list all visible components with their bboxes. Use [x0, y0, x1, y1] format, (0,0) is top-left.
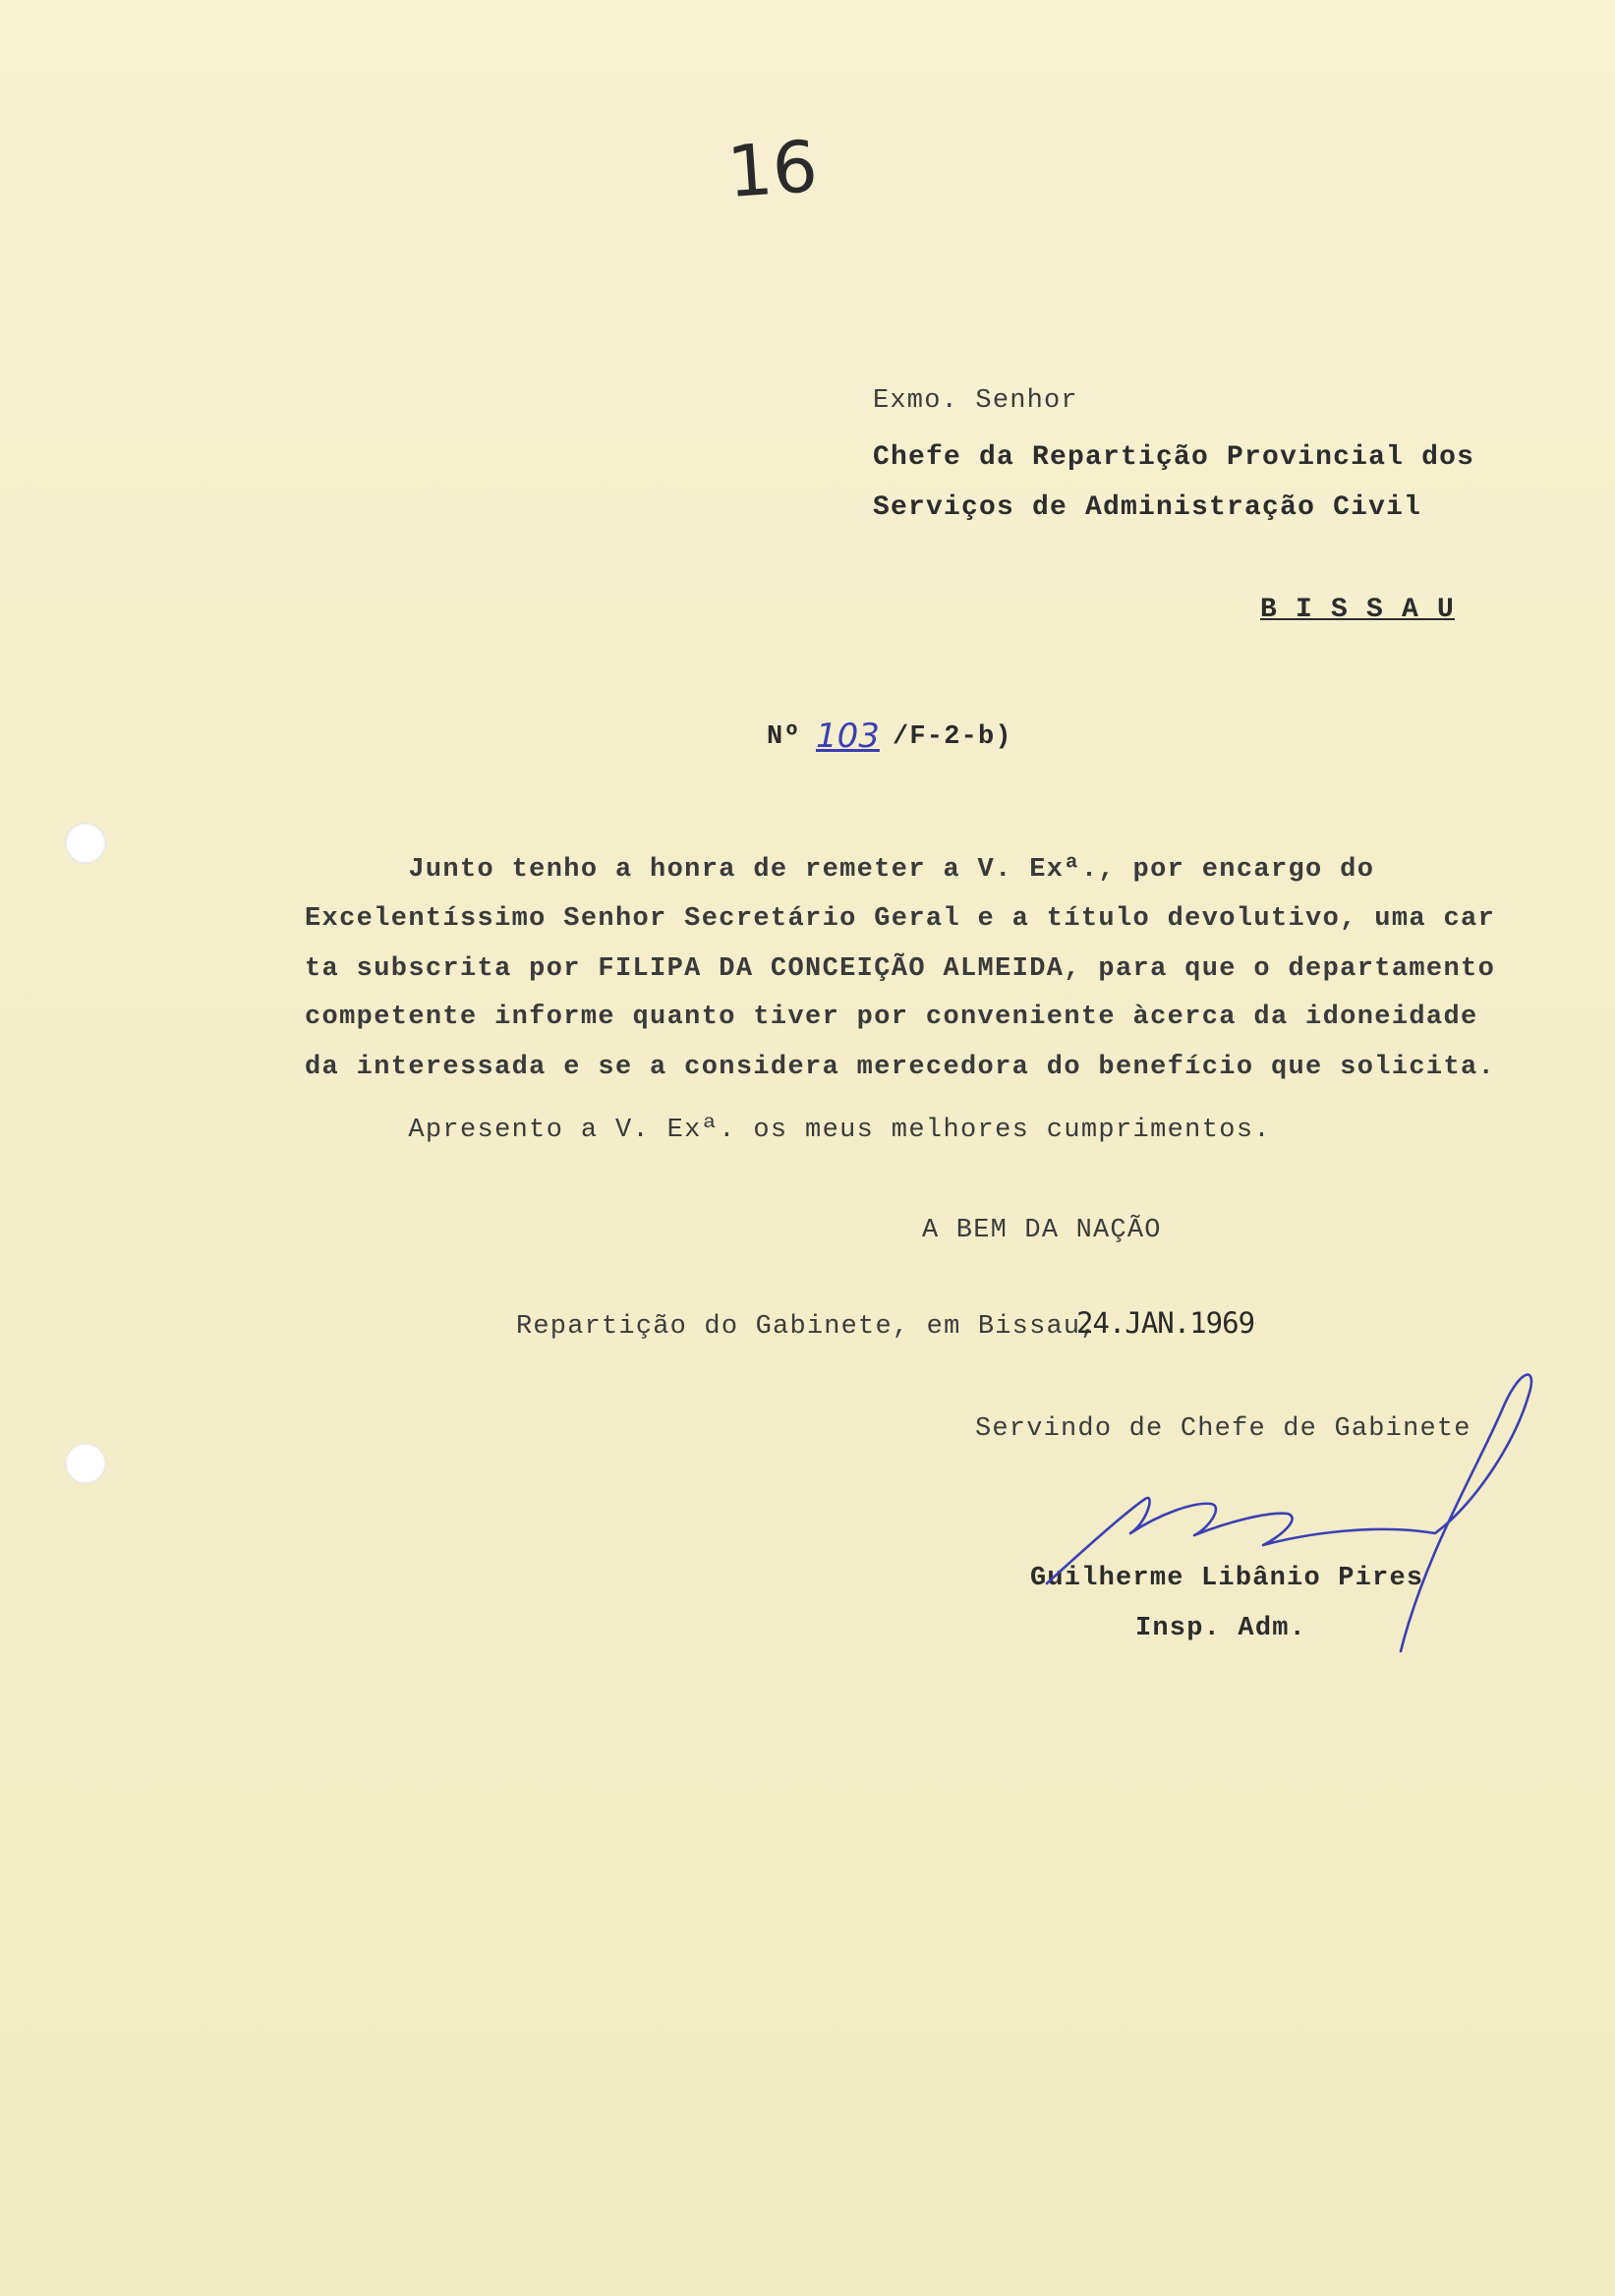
body-closing: Apresento a V. Exª. os meus melhores cumprimentos.	[305, 1116, 1271, 1145]
signatory-title: Insp. Adm.	[1135, 1614, 1307, 1643]
reference-number	[767, 717, 1012, 756]
punch-hole-top	[65, 823, 106, 864]
date-stamp: 24.JAN.1969	[1076, 1306, 1255, 1340]
signature-role: Servindo de Chefe de Gabinete	[975, 1414, 1471, 1444]
body-line-5: da interessada e se a considera merecedora do benefício que solicita.	[305, 1053, 1496, 1082]
addressee-salutation: Exmo. Senhor	[873, 386, 1078, 416]
signatory-name: Guilherme Libânio Pires	[1030, 1564, 1424, 1593]
reference-handwritten-number: 103	[816, 717, 880, 756]
page-number: 16	[724, 124, 821, 214]
addressee-line-1: Chefe da Repartição Provincial dos	[873, 442, 1475, 473]
punch-hole-bottom	[65, 1443, 106, 1484]
body-line-2: Excelentíssimo Senhor Secretário Geral e a título devolutivo, uma car	[305, 904, 1496, 934]
motto: A BEM DA NAÇÃO	[922, 1216, 1162, 1245]
reference-prefix: Nº	[767, 722, 801, 752]
body-line-1: Junto tenho a honra de remeter a V. Exª., por encargo do	[305, 855, 1375, 885]
body-line-3: ta subscrita por FILIPA DA CONCEIÇÃO ALMEIDA, para que o departamento	[305, 954, 1496, 984]
place-date	[516, 1306, 1255, 1342]
place-date-text: Repartição do Gabinete, em Bissau,	[516, 1312, 1098, 1342]
addressee-city: B I S S A U	[1260, 595, 1456, 625]
reference-suffix: /F-2-b)	[893, 722, 1012, 752]
body-line-4: competente informe quanto tiver por conveniente àcerca da idoneidade	[305, 1003, 1478, 1032]
addressee-line-2: Serviços de Administração Civil	[873, 492, 1422, 523]
